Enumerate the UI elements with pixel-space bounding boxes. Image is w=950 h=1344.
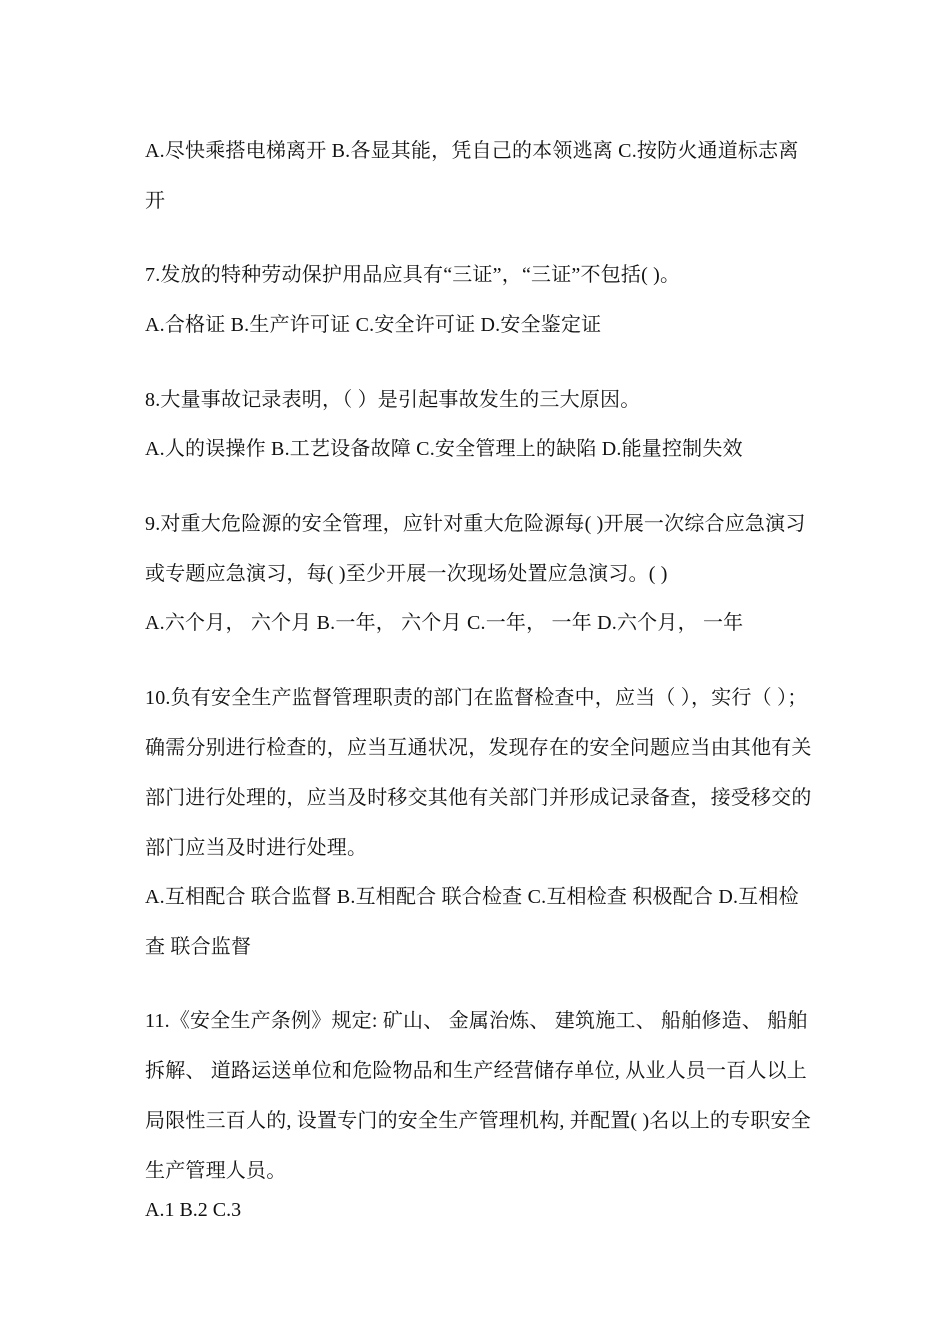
- q10-options: A.互相配合 联合监督 B.互相配合 联合检查 C.互相检查 积极配合 D.互相检查 联合监督: [145, 886, 799, 958]
- q11-question: 11.《安全生产条例》规定: 矿山、 金属治炼、 建筑施工、 船舶修造、 船舶拆解、 道路运送单位和危险物品和生产经营储存单位, 从业人员一百人以上局限性三百人的, 设置专门的安全生产管理机构, 并配置( )名以上的专职安全生产管理人员。: [145, 1010, 811, 1182]
- q7-question: 7.发放的特种劳动保护用品应具有“三证”，“三证”不包括( )。: [145, 264, 681, 286]
- q7-options: A.合格证 B.生产许可证 C.安全许可证 D.安全鉴定证: [145, 314, 602, 336]
- q10-question: 10.负有安全生产监督管理职责的部门在监督检查中，应当（ ），实行（ ）；确需分别进行检查的，应当互通状况，发现存在的安全问题应当由其他有关部门进行处理的，应当及时移交其他有关部门并形成记录备查，接受移交的部门应当及时进行处理。: [145, 687, 812, 859]
- q11-options: A.1 B.2 C.3: [145, 1199, 242, 1221]
- q9-question: 9.对重大危险源的安全管理，应针对重大危险源每( )开展一次综合应急演习或专题应急演习，每( )至少开展一次现场处置应急演习。( ): [145, 513, 806, 585]
- q8-options: A.人的误操作 B.工艺设备故障 C.安全管理上的缺陷 D.能量控制失效: [145, 438, 743, 460]
- q9-options: A.六个月， 六个月 B.一年， 六个月 C.一年， 一年 D.六个月， 一年: [145, 612, 744, 634]
- q8-question: 8.大量事故记录表明，（ ）是引起事故发生的三大原因。: [145, 389, 641, 411]
- q6-options: A.尽快乘搭电梯离开 B.各显其能，凭自己的本领逃离 C.按防火通道标志离开: [145, 140, 799, 212]
